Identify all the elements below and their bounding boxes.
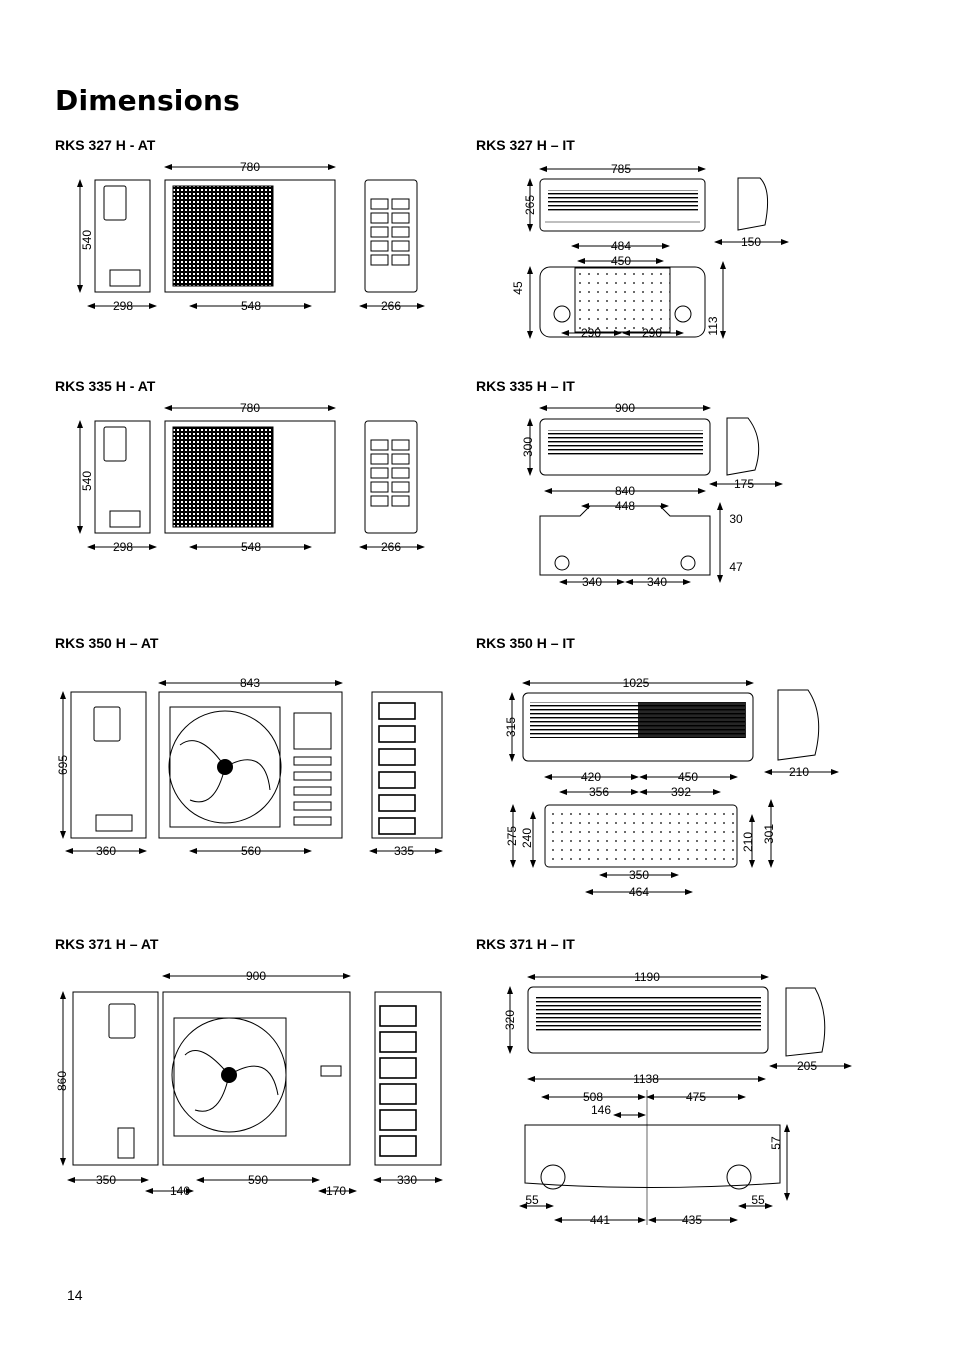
dim-240: 240 <box>520 827 534 849</box>
dim-340-right: 340 <box>646 575 668 589</box>
page-title: Dimensions <box>55 84 241 117</box>
dim-height: 320 <box>503 1009 517 1031</box>
drawing-rks327-at <box>80 160 424 313</box>
model-label-rks350-it: RKS 350 H – IT <box>476 635 575 651</box>
indoor-side <box>778 690 819 760</box>
dim-width: 785 <box>610 162 632 176</box>
back-fins <box>379 703 415 834</box>
dim-width: 1025 <box>622 676 650 690</box>
indoor-side <box>727 418 759 475</box>
dim-height: 265 <box>523 194 537 216</box>
indoor-side <box>786 988 825 1056</box>
model-label-rks335-it: RKS 335 H – IT <box>476 378 575 394</box>
indoor-louver <box>548 190 698 212</box>
drawing-rks335-it <box>521 401 782 589</box>
back-slots <box>371 440 409 506</box>
dim-base: 548 <box>240 299 262 313</box>
dim-height: 540 <box>80 229 94 251</box>
dim-55-right: 55 <box>751 1193 765 1207</box>
dim-height: 860 <box>55 1070 69 1092</box>
dim-width: 900 <box>614 401 636 415</box>
dim-840: 840 <box>614 484 636 498</box>
dim-350: 350 <box>628 868 650 882</box>
dim-290-left: 290 <box>580 326 602 340</box>
dim-depth: 205 <box>796 1059 818 1073</box>
model-label-rks327-it: RKS 327 H – IT <box>476 137 575 153</box>
drawing-rks350-at <box>56 676 442 858</box>
dim-base: 548 <box>240 540 262 554</box>
dim-140: 140 <box>169 1184 191 1198</box>
dim-side: 266 <box>380 299 402 313</box>
dim-356: 356 <box>588 785 610 799</box>
dim-depth: 360 <box>95 844 117 858</box>
model-label-rks371-at: RKS 371 H – AT <box>55 936 159 952</box>
dim-width: 780 <box>239 160 261 174</box>
drawing-rks371-it <box>503 970 851 1227</box>
dim-width: 900 <box>245 969 267 983</box>
fan-grille <box>173 186 273 286</box>
dim-484: 484 <box>610 239 632 253</box>
dim-width: 780 <box>239 401 261 415</box>
back-slots <box>371 199 409 265</box>
dim-301: 301 <box>762 823 776 845</box>
dim-113: 113 <box>706 316 720 336</box>
dim-435: 435 <box>681 1213 703 1227</box>
page-number: 14 <box>67 1287 83 1303</box>
dim-210: 210 <box>741 831 755 853</box>
dim-450: 450 <box>677 770 699 784</box>
drawing-rks327-it <box>511 162 788 340</box>
dim-275: 275 <box>505 825 519 847</box>
dim-170: 170 <box>325 1184 347 1198</box>
dim-height: 695 <box>56 754 70 776</box>
dim-base: 590 <box>247 1173 269 1187</box>
indoor-side <box>738 178 768 230</box>
dim-45: 45 <box>511 281 525 295</box>
valve-block <box>110 270 140 286</box>
drawing-rks350-it <box>504 676 838 899</box>
dim-441: 441 <box>589 1213 611 1227</box>
dim-depth: 298 <box>112 299 134 313</box>
side-panel <box>104 186 126 220</box>
dim-47: 47 <box>729 560 743 574</box>
dim-width: 1190 <box>634 970 660 984</box>
drawing-rks335-at <box>80 401 424 554</box>
dim-450: 450 <box>610 254 632 268</box>
dim-base: 560 <box>240 844 262 858</box>
dim-depth: 210 <box>788 765 810 779</box>
dim-57: 57 <box>769 1136 783 1150</box>
drawing-rks371-at <box>55 969 442 1198</box>
model-label-rks371-it: RKS 371 H – IT <box>476 936 575 952</box>
dim-width: 843 <box>239 676 261 690</box>
dim-depth: 150 <box>740 235 762 249</box>
model-label-rks335-at: RKS 335 H - AT <box>55 378 156 394</box>
dim-height: 540 <box>80 470 94 492</box>
dim-464: 464 <box>628 885 650 899</box>
dim-depth: 175 <box>733 477 755 491</box>
dim-290-right: 290 <box>641 326 663 340</box>
dim-55-left: 55 <box>525 1193 539 1207</box>
dim-depth: 298 <box>112 540 134 554</box>
model-label-rks327-at: RKS 327 H - AT <box>55 137 156 153</box>
dim-475: 475 <box>685 1090 707 1104</box>
dim-340-left: 340 <box>581 575 603 589</box>
mount-plate <box>525 1125 780 1188</box>
dim-depth: 350 <box>95 1173 117 1187</box>
dim-420: 420 <box>580 770 602 784</box>
back-fins <box>380 1006 416 1156</box>
fan-grille <box>173 427 273 527</box>
dim-height: 315 <box>504 716 518 738</box>
dim-30: 30 <box>729 512 743 526</box>
dim-side: 330 <box>396 1173 418 1187</box>
dim-146: 146 <box>590 1103 612 1117</box>
side-view <box>95 180 150 292</box>
mount-plate <box>540 506 710 575</box>
dim-392: 392 <box>670 785 692 799</box>
dim-height: 300 <box>521 436 535 458</box>
dim-side: 335 <box>393 844 415 858</box>
dim-1138: 1138 <box>633 1072 659 1086</box>
dim-side: 266 <box>380 540 402 554</box>
dim-508: 508 <box>582 1090 604 1104</box>
dim-448: 448 <box>614 499 636 513</box>
mount-holes <box>575 268 670 332</box>
model-label-rks350-at: RKS 350 H – AT <box>55 635 159 651</box>
